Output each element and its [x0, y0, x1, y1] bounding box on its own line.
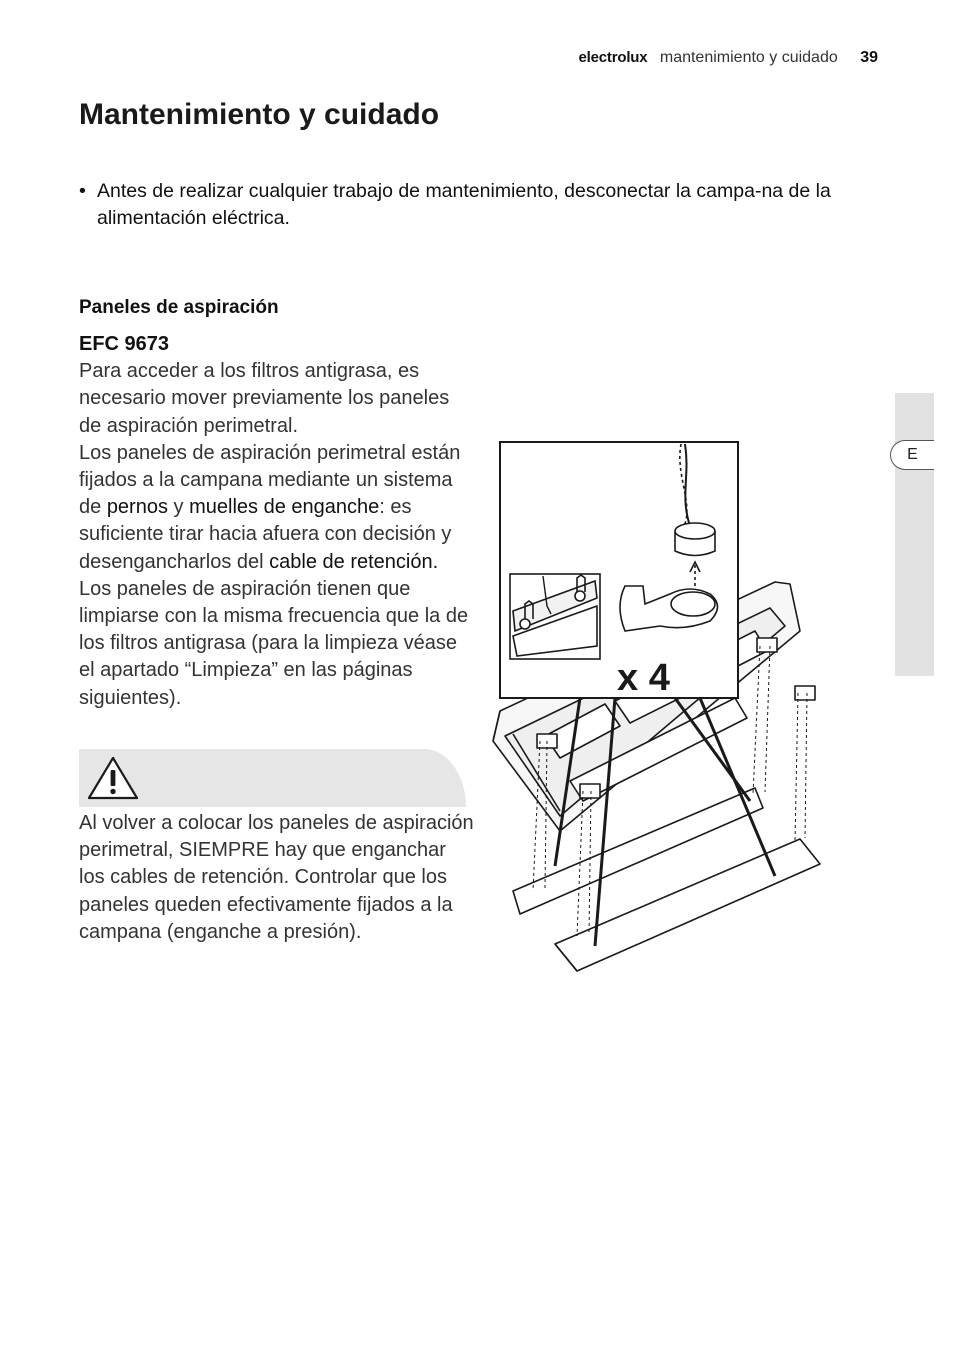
bullet-text: Antes de realizar cualquier trabajo de mantenimiento, desconectar la campa-na de la alimentación eléctrica. — [97, 180, 831, 229]
model-number: EFC 9673 — [79, 333, 170, 355]
warning-text: Al volver a colocar los paneles de aspiración perimetral, SIEMPRE hay que enganchar los cables de retención. Controlar que los paneles queden efectivamente fijados a la campana (enganche a presión). — [79, 812, 474, 943]
safety-bullet — [79, 178, 897, 232]
paragraph-fixing — [79, 440, 474, 576]
page-header — [579, 49, 878, 67]
paragraph-access: Para acceder a los filtros antigrasa, es necesario mover previamente los paneles de aspiración perimetral. — [79, 360, 450, 437]
warning-triangle-icon — [86, 755, 140, 801]
term-muelles: muelles de enganche — [189, 496, 380, 519]
fixing-text-mid: : es suficiente tirar hacia afuera con decisión y desengancharlos del — [79, 496, 452, 573]
paragraph-cleaning: Los paneles de aspiración tienen que limpiarse con la misma frecuencia que la de los filtros antigrasa (para la limpieza véase el apartado “Limpieza” en las páginas siguientes). — [79, 577, 469, 709]
page-number: 39 — [860, 49, 878, 66]
brand-name: electrolux — [578, 49, 648, 66]
language-tab-label: E — [890, 440, 934, 470]
term-pernos: pernos — [106, 496, 168, 519]
section-body — [79, 331, 474, 712]
multiplier-label: x 4 — [617, 657, 670, 699]
page-title: Mantenimiento y cuidado — [79, 98, 440, 131]
term-cable: cable de retención. — [269, 550, 439, 573]
bullet-dot: • — [79, 180, 86, 202]
section-heading: Paneles de aspiración — [79, 297, 279, 318]
fixing-text-and: y — [167, 496, 190, 519]
side-tab — [895, 393, 934, 676]
fixing-text-start: Los paneles de aspiración perimetral están fijados a la campana mediante un sistema de — [79, 441, 461, 519]
hood-panel-illustration — [485, 436, 830, 981]
warning-bar — [79, 749, 466, 807]
header-section: mantenimiento y cuidado — [659, 49, 838, 66]
